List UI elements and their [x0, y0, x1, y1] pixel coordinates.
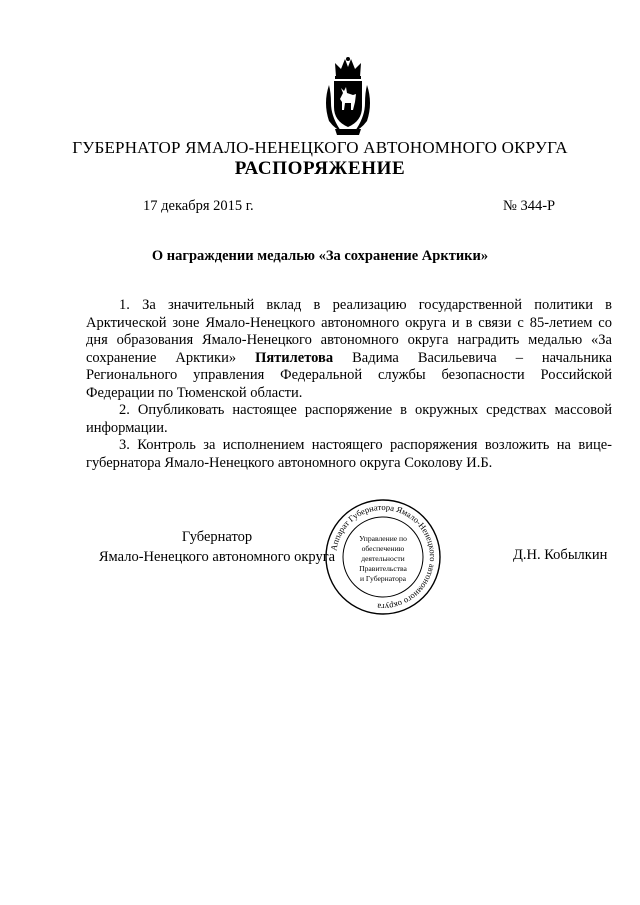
- stamp-line-3: деятельности: [361, 554, 405, 563]
- paragraph-1-text: 1. За значительный вклад в реализацию государственной политики в Арктической зоне Ямало-Ненецкого автономного округа и в связи с 85-летием со дня образования Ямало-Ненецкого автономного округа наградить медалью «За сохранение Арктики»: [86, 297, 612, 366]
- signatory-role: [86, 527, 348, 567]
- document-date: 17 декабря 2015 г.: [143, 198, 254, 214]
- document-type: РАСПОРЯЖЕНИЕ: [234, 158, 406, 179]
- awardee-surname: Пятилетова: [255, 349, 334, 366]
- signatory-name: Д.Н. Кобылкин: [513, 547, 608, 563]
- stamp-line-1: Управление по: [359, 534, 407, 543]
- coat-of-arms-icon: [321, 55, 375, 139]
- issuing-authority: ГУБЕРНАТОР ЯМАЛО-НЕНЕЦКОГО АВТОНОМНОГО ОКРУГА: [72, 138, 568, 157]
- document-subject: О награждении медалью «За сохранение Арктики»: [151, 248, 489, 264]
- stamp-line-5: и Губернатора: [359, 574, 407, 583]
- official-stamp: [323, 497, 443, 617]
- signatory-role-line-2: Ямало-Ненецкого автономного округа: [98, 549, 336, 565]
- paragraph-3: 3. Контроль за исполнением настоящего распоряжения возложить на вице-губернатора Ямало-Ненецкого автономного округа Соколову И.Б.: [86, 437, 612, 471]
- stamp-ring-text: Аппарат Губернатора Ямало-Ненецкого автономного округа: [328, 501, 439, 613]
- paragraph-1: [86, 297, 612, 402]
- paragraph-1-text-end: Вадима Васильевича – начальника Регионального управления Федеральной службы безопасности Российской Федерации по Тюменской области.: [86, 349, 613, 401]
- stamp-line-4: Правительства: [359, 564, 407, 573]
- document-number: № 344-Р: [503, 198, 556, 214]
- paragraph-2: 2. Опубликовать настоящее распоряжение в окружных средствах массовой информации.: [86, 402, 612, 436]
- stamp-line-2: обеспечению: [361, 544, 405, 553]
- document-body: [86, 297, 612, 472]
- signatory-role-line-1: Губернатор: [181, 529, 253, 545]
